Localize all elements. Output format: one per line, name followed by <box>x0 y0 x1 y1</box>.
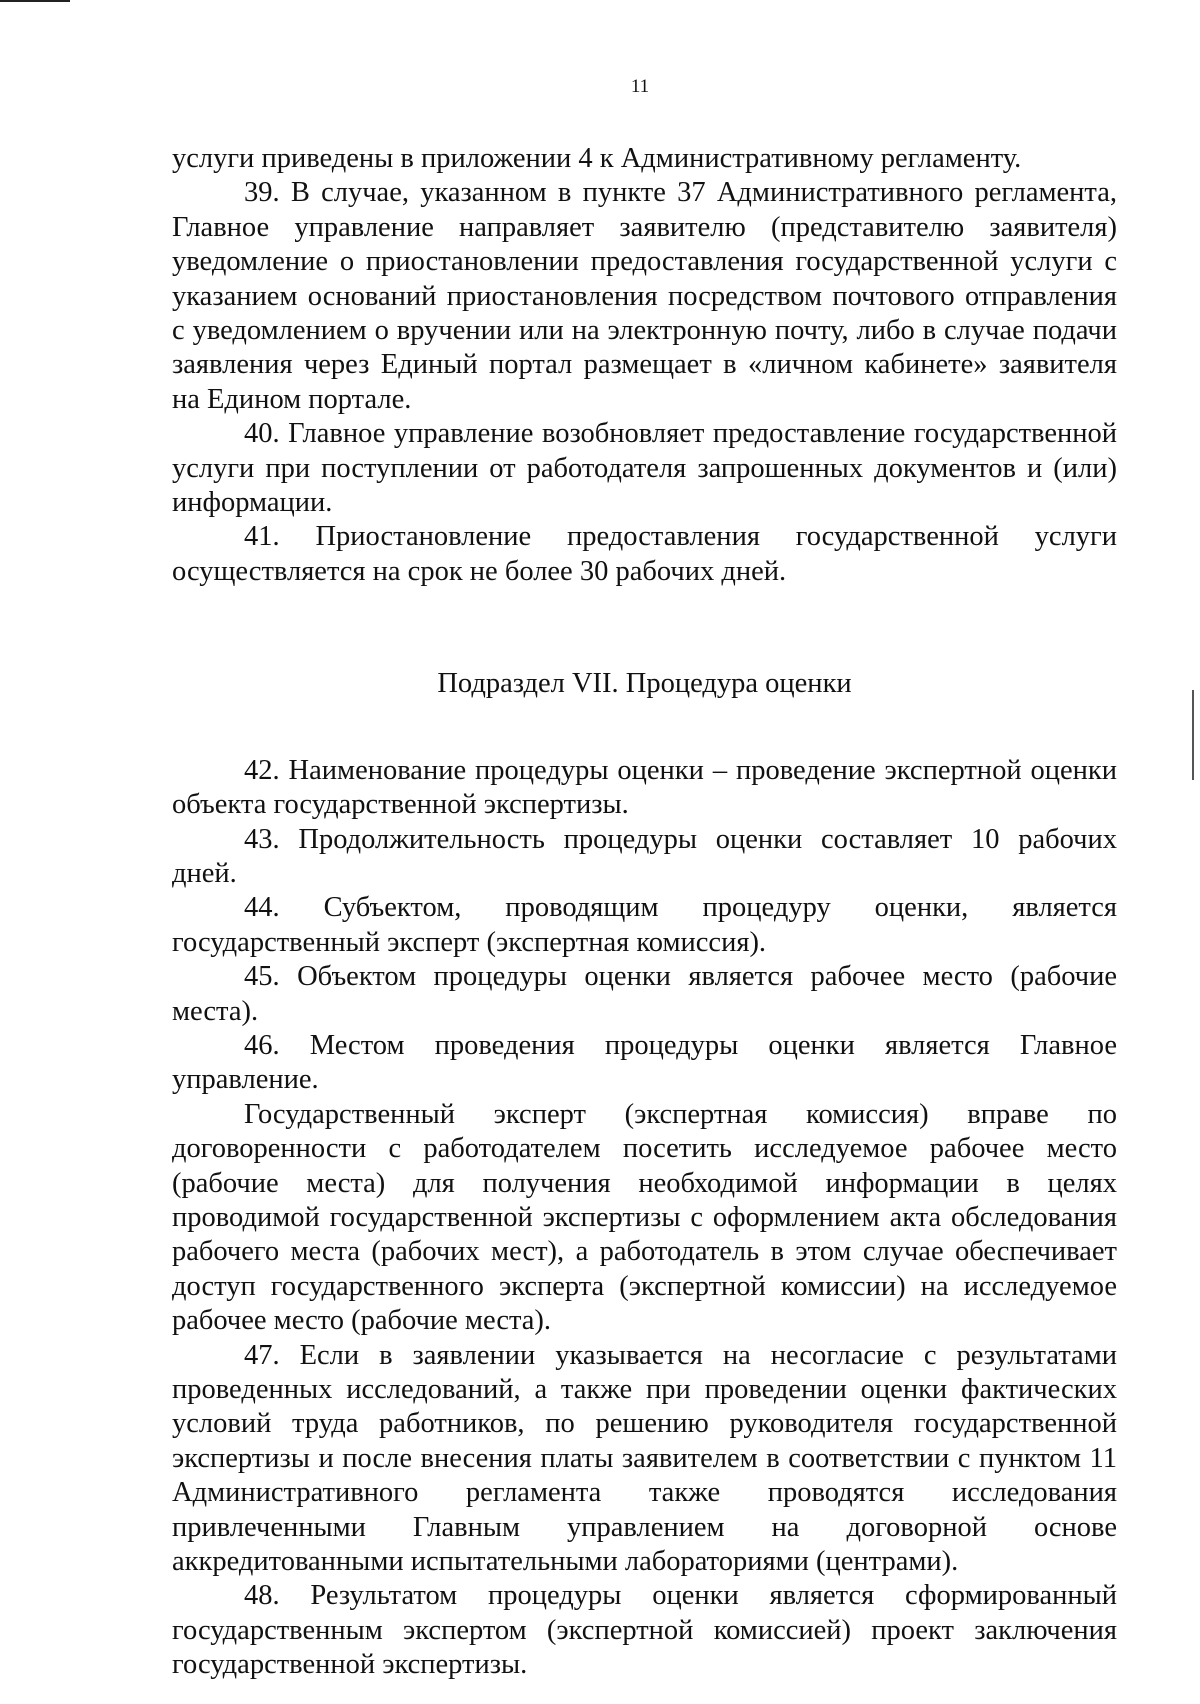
paragraph-47: 47. Если в заявлении указывается на несогласие с результатами проведенных исследований, а также при проведении оценки фактических условий труда работников, по решению руководителя государственной экспертизы и после внесения платы заявителем в соответствии с пунктом 11 Административного регламента также проводятся исследования привлеченными Главным управлением на договорной основе аккредитованными испытательными лабораториями (центрами). <box>172 1339 1117 1578</box>
page-number: 11 <box>630 76 650 97</box>
scan-edge-mark <box>0 0 70 2</box>
scan-edge-mark <box>1192 690 1194 780</box>
paragraph-44: 44. Субъектом, проводящим процедуру оценки, является государственный эксперт (экспертная комиссия). <box>172 892 1117 958</box>
paragraph-45: 45. Объектом процедуры оценки является рабочее место (рабочие места). <box>172 961 1117 1027</box>
paragraph-46: 46. Местом проведения процедуры оценки является Главное управление. <box>172 1029 1117 1096</box>
paragraph-expert-visit: Государственный эксперт (экспертная комиссия) вправе по договоренности с работодателем посетить исследуемое рабочее место (рабочие места) для получения необходимой информации в целях проводимой государственной экспертизы с оформлением акта обследования рабочего места (рабочих мест), а работодатель в этом случае обеспечивает доступ государственного эксперта (экспертной комиссии) на исследуемое рабочее место (рабочие места). <box>172 1098 1117 1337</box>
paragraph-40: 40. Главное управление возобновляет предоставление государственной услуги при поступлении от работодателя запрошенных документов и (или) информации. <box>172 418 1117 519</box>
paragraph-42: 42. Наименование процедуры оценки – проведение экспертной оценки объекта государственной экспертизы. <box>172 754 1117 821</box>
document-body <box>172 142 1117 1683</box>
paragraph-43: 43. Продолжительность процедуры оценки составляет 10 рабочих дней. <box>172 823 1117 889</box>
paragraph: услуги приведены в приложении 4 к Административному регламенту. <box>172 143 1022 174</box>
section-heading: Подраздел VII. Процедура оценки <box>437 668 852 700</box>
paragraph-39: 39. В случае, указанном в пункте 37 Административного регламента, Главное управление направляет заявителю (представителю заявителя) уведомление о приостановлении предоставления государственной услуги с указанием оснований приостановления посредством почтового отправления с уведомлением о вручении или на электронную почту, либо в случае подачи заявления через Единый портал размещает в «личном кабинете» заявителя на Едином портале. <box>172 177 1117 415</box>
paragraph-41: 41. Приостановление предоставления государственной услуги осуществляется на срок не более 30 рабочих дней. <box>172 521 1117 587</box>
paragraph-48: 48. Результатом процедуры оценки является сформированный государственным экспертом (экспертной комиссией) проект заключения государственной экспертизы. <box>172 1580 1117 1681</box>
